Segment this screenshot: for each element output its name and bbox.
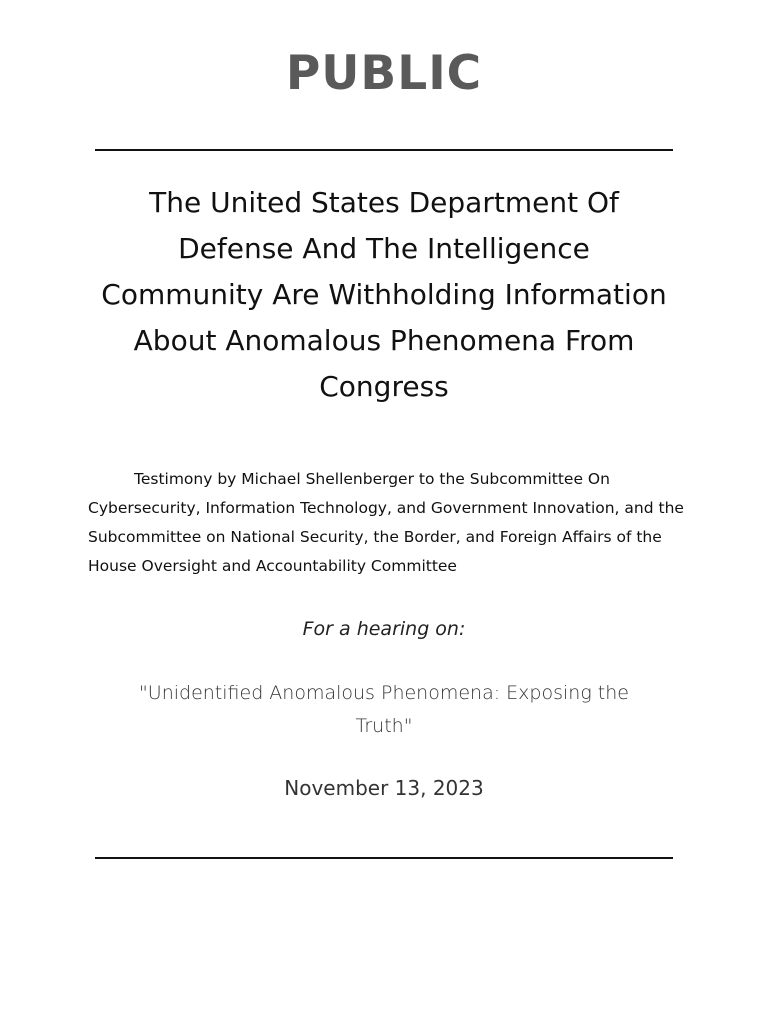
hearing-date: November 13, 2023 [284, 776, 484, 800]
public-logo: PUBLIC [285, 46, 483, 101]
hearing-title: "Unidentified Anomalous Phenomena: Exposing the Truth" [139, 682, 629, 737]
hearing-label: For a hearing on: [302, 618, 466, 640]
testimony-statement: Testimony by Michael Shellenberger to the Subcommittee On Cybersecurity, Information Technology, and Government Innovation, and the Subcommittee on National Security, the Border, and Foreign Affairs of the House Oversight and Accountability Committee [88, 470, 684, 575]
bottom-divider [95, 857, 673, 859]
document-title: The United States Department Of Defense And The Intelligence Community Are Withholding Information About Anomalous Phenomena From Congress [101, 186, 667, 403]
top-divider [95, 149, 673, 151]
